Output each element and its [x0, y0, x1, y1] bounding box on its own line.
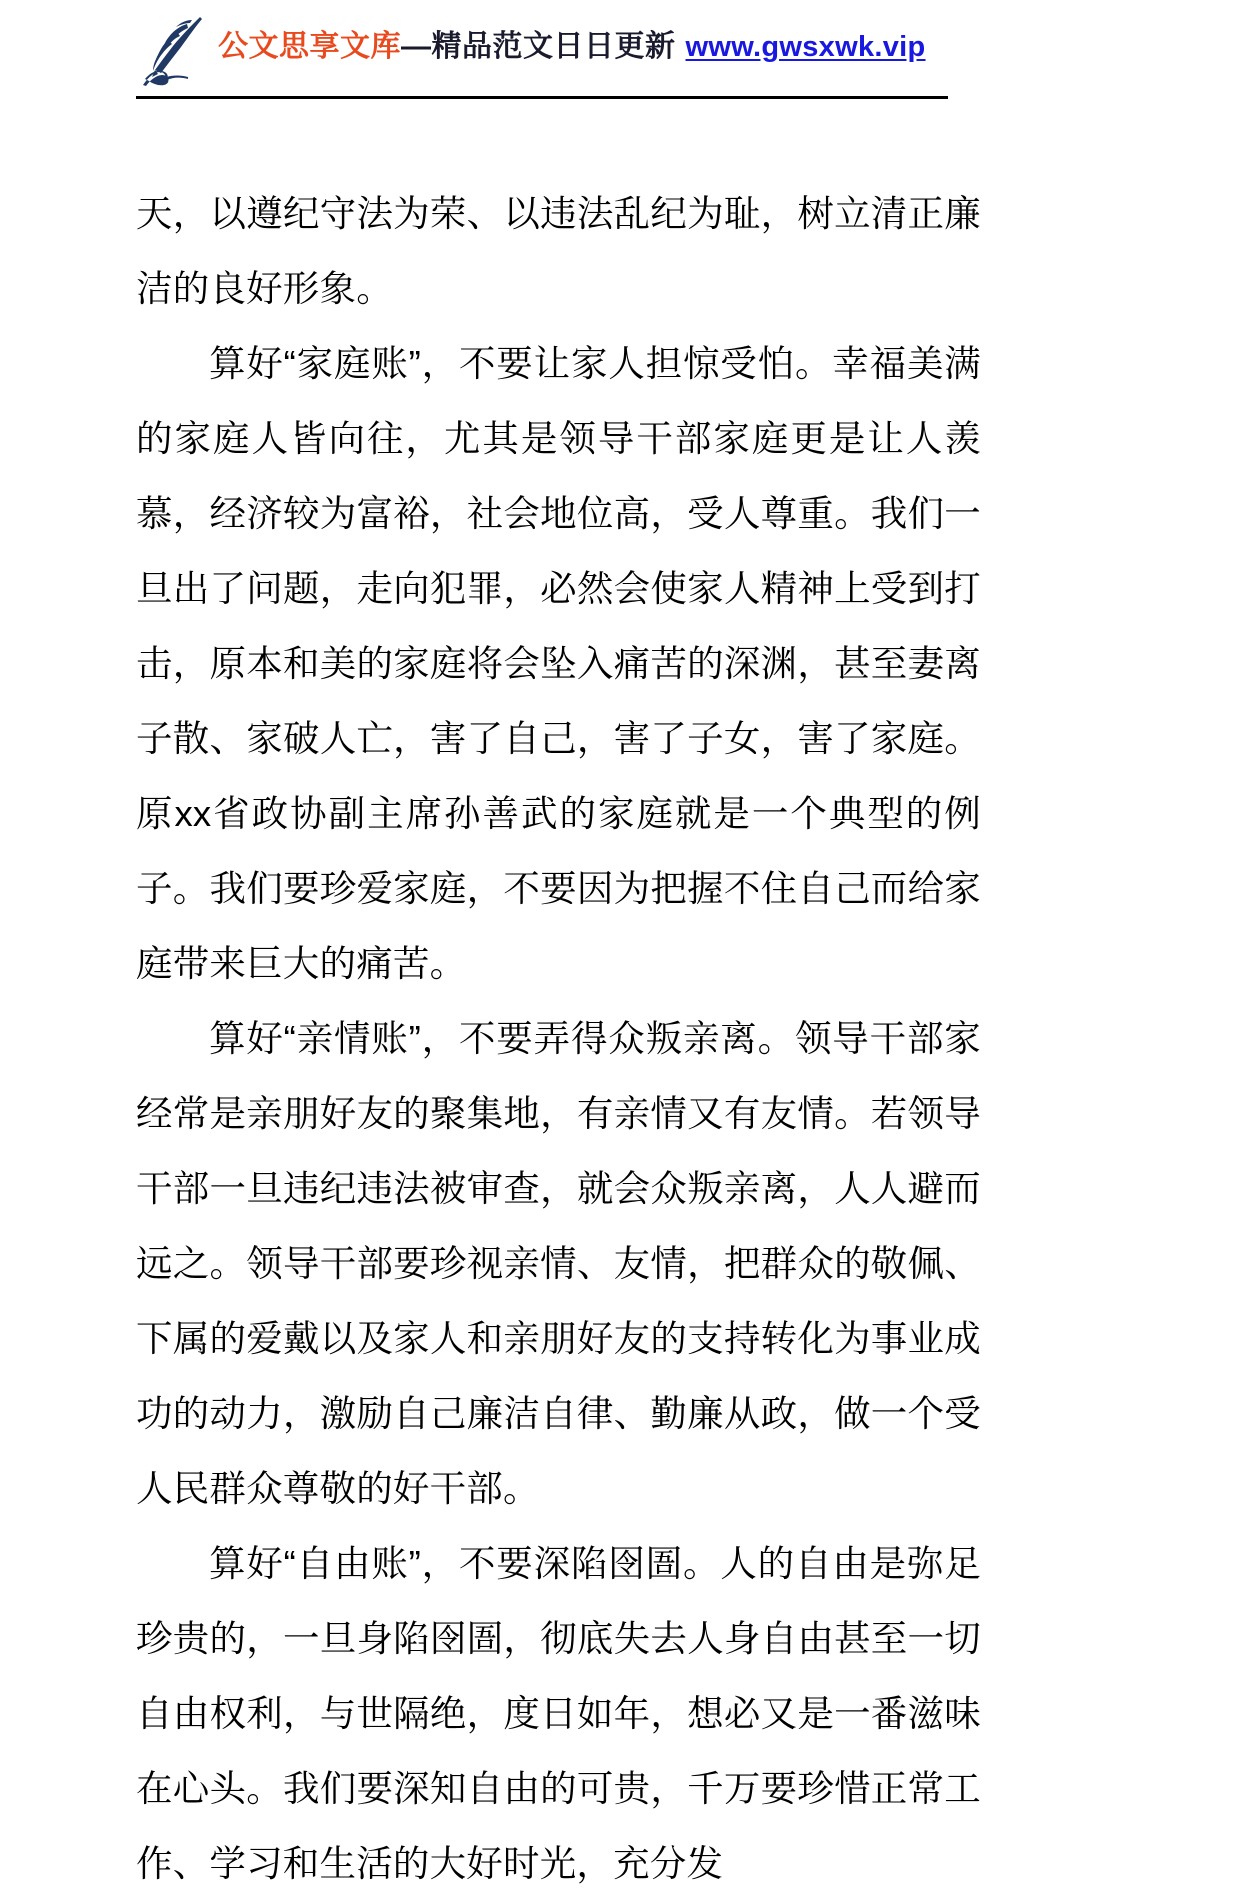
document-body — [136, 176, 981, 1901]
page-header — [0, 0, 1240, 100]
paragraph-freedom-account: 算好“自由账”，不要深陷囹圄。人的自由是弥足珍贵的，一旦身陷囹圄，彻底失去人身自由甚至一切自由权利，与世隔绝，度日如年，想必又是一番滋味在心头。我们要深知自由的可贵，千万要珍惜正常工作、学习和生活的大好时光，充分发 — [136, 1543, 981, 1884]
header-divider — [136, 96, 948, 99]
header-content — [140, 8, 980, 90]
brand-tagline: —精品范文日日更新 — [401, 30, 676, 63]
quill-pen-icon — [140, 13, 212, 87]
paragraph-kinship-account: 算好“亲情账”，不要弄得众叛亲离。领导干部家经常是亲朋好友的聚集地，有亲情又有友情。若领导干部一旦违纪违法被审查，就会众叛亲离，人人避而远之。领导干部要珍视亲情、友情，把群众的敬佩、下属的爱戴以及家人和亲朋好友的支持转化为事业成功的动力，激励自己廉洁自律、勤廉从政，做一个受人民群众尊敬的好干部。 — [136, 1018, 981, 1509]
paragraph-family-account: 算好“家庭账”，不要让家人担惊受怕。幸福美满的家庭人皆向往，尤其是领导干部家庭更是让人羡慕，经济较为富裕，社会地位高，受人尊重。我们一旦出了问题，走向犯罪，必然会使家人精神上受到打击，原本和美的家庭将会坠入痛苦的深渊，甚至妻离子散、家破人亡，害了自己，害了子女，害了家庭。原xx省政协副主席孙善武的家庭就是一个典型的例子。我们要珍爱家庭，不要因为把握不住自己而给家庭带来巨大的痛苦。 — [136, 343, 981, 984]
brand-name: 公文思享文库 — [218, 30, 401, 63]
brand-url-link[interactable]: www.gwsxwk.vip — [685, 31, 926, 63]
header-title-group — [218, 32, 926, 66]
paragraph-continuation: 天，以遵纪守法为荣、以违法乱纪为耻，树立清正廉洁的良好形象。 — [136, 193, 981, 309]
